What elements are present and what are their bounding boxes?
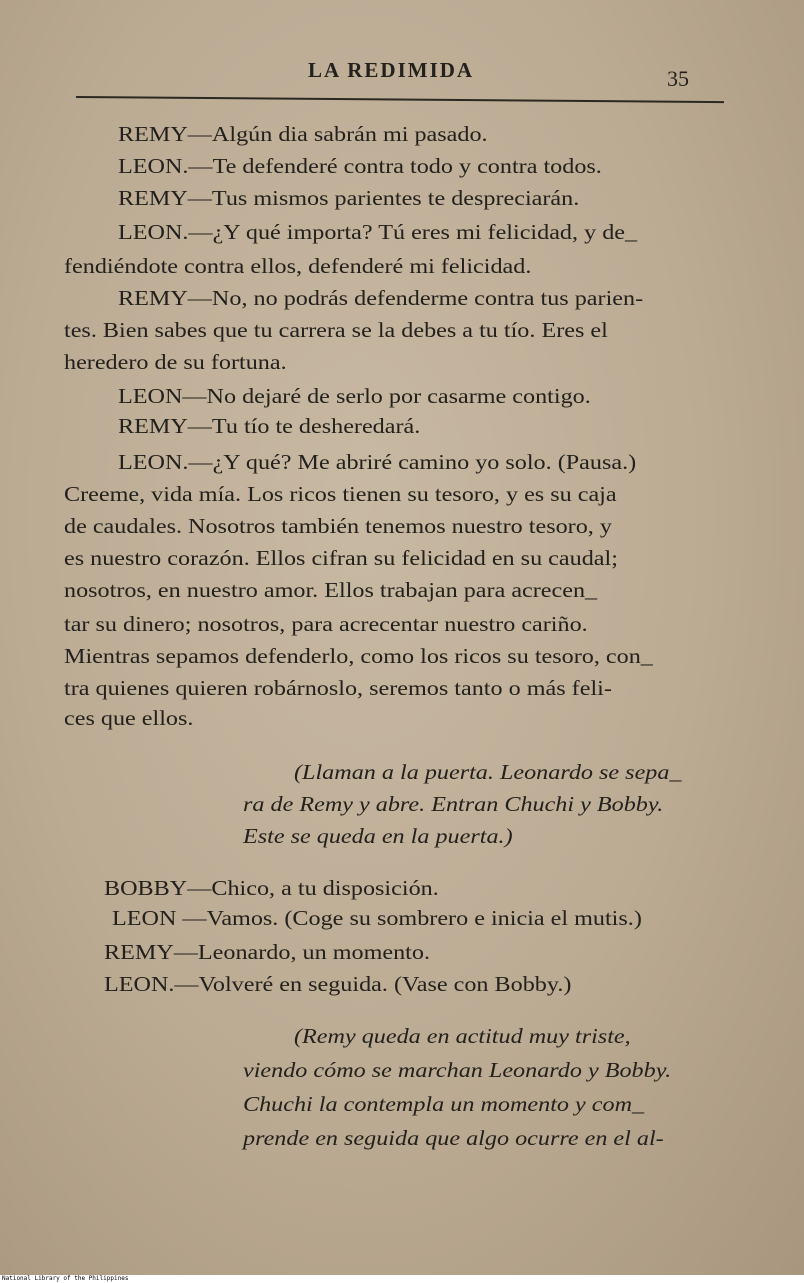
text-line: REMY—Tu tío te desheredará. bbox=[118, 414, 421, 438]
text-line: es nuestro corazón. Ellos cifran su felicidad en su caudal; bbox=[64, 546, 618, 570]
text-line: LEON.—Volveré en seguida. (Vase con Bobby.) bbox=[104, 972, 572, 996]
text-line: LEON—No dejaré de serlo por casarme contigo. bbox=[118, 384, 591, 408]
text-line: LEON.—Te defenderé contra todo y contra todos. bbox=[118, 154, 602, 178]
text-line: LEON.—¿Y qué importa? Tú eres mi felicidad, y de_ bbox=[118, 220, 638, 244]
stage-direction-line: Chuchi la contempla un momento y com_ bbox=[243, 1092, 645, 1116]
text-line: REMY—Tus mismos parientes te despreciarán. bbox=[118, 186, 580, 210]
header-rule bbox=[76, 96, 724, 103]
library-credit: National Library of the Philippines bbox=[2, 1275, 129, 1282]
text-line: LEON.—¿Y qué? Me abriré camino yo solo. (Pausa.) bbox=[118, 450, 637, 474]
text-line: REMY—Leonardo, un momento. bbox=[104, 940, 430, 964]
text-line: tes. Bien sabes que tu carrera se la debes a tu tío. Eres el bbox=[64, 318, 608, 342]
stage-direction-line: viendo cómo se marchan Leonardo y Bobby. bbox=[243, 1058, 672, 1082]
stage-direction-line: (Llaman a la puerta. Leonardo se sepa_ bbox=[294, 760, 682, 784]
text-line: nosotros, en nuestro amor. Ellos trabajan para acrecen_ bbox=[64, 578, 598, 602]
text-line: BOBBY—Chico, a tu disposición. bbox=[104, 876, 439, 900]
stage-direction-line: (Remy queda en actitud muy triste, bbox=[294, 1024, 631, 1048]
text-line: Mientras sepamos defenderlo, como los ricos su tesoro, con_ bbox=[64, 644, 653, 668]
text-line: REMY—Algún dia sabrán mi pasado. bbox=[118, 122, 488, 146]
text-line: tra quienes quieren robárnoslo, seremos tanto o más feli- bbox=[64, 676, 612, 700]
stage-direction-line: prende en seguida que algo ocurre en el al- bbox=[243, 1126, 664, 1150]
text-line: LEON —Vamos. (Coge su sombrero e inicia el mutis.) bbox=[112, 906, 642, 930]
text-line: REMY—No, no podrás defenderme contra tus parien- bbox=[118, 286, 644, 310]
text-line: fendiéndote contra ellos, defenderé mi felicidad. bbox=[64, 254, 532, 278]
stage-direction-line: ra de Remy y abre. Entran Chuchi y Bobby. bbox=[243, 792, 664, 816]
text-line: heredero de su fortuna. bbox=[64, 350, 287, 374]
text-line: de caudales. Nosotros también tenemos nuestro tesoro, y bbox=[64, 514, 612, 538]
running-header-title: LA REDIMIDA bbox=[308, 58, 475, 82]
text-line: tar su dinero; nosotros, para acrecentar nuestro cariño. bbox=[64, 612, 588, 636]
stage-direction-line: Este se queda en la puerta.) bbox=[243, 824, 513, 848]
text-line: ces que ellos. bbox=[64, 706, 194, 730]
page-number: 35 bbox=[667, 66, 689, 91]
text-line: Creeme, vida mía. Los ricos tienen su tesoro, y es su caja bbox=[64, 482, 617, 506]
